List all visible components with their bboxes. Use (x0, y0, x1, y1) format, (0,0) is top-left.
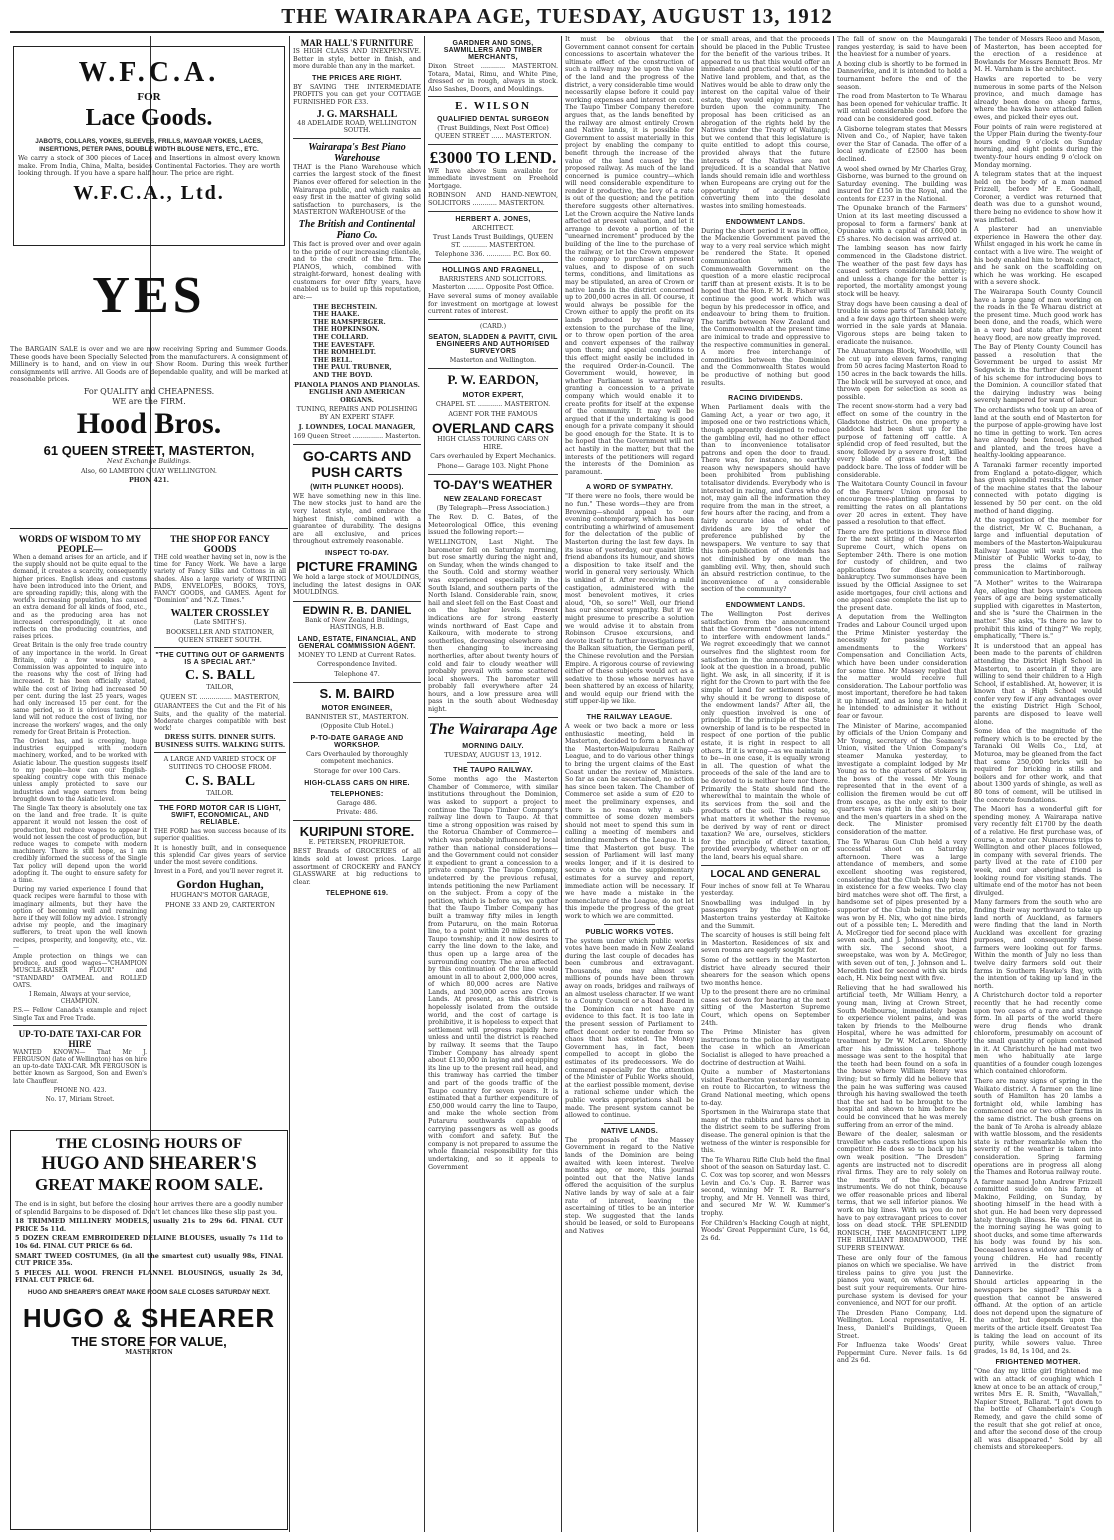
rule (604, 709, 656, 710)
yes-quality: For QUALITY and CHEAPNESS. (83, 386, 215, 396)
local-item: Snowballing was indulged in by passengers by the Wellington-Masterton trains yesterday at Kaitoke and the Summit. (701, 898, 830, 930)
wairarapa-age-title: The Wairarapa Age (428, 720, 558, 738)
piano-make: AND THE BOYD. (313, 371, 373, 379)
gocarts-sub: (WITH PLUNKET HOODS). (310, 483, 404, 491)
news-item: The Minister of Marine, accompanied by officials of the Union Company and Mr Young, secretary of the Seamen's Union, visited the Union Company's steamer Manuka yesterday, to investigate a complaint lodged by Mr Young as to the quarters of stokers in the bows of the vessel. Mr Young represented that in the event of a collision the firemen would be cut off from escape, as the only exit to their quarters was right in the ship's bow, and the men's quarters in a shed on the deck. The Minister promised consideration of the matter. (837, 721, 967, 836)
news-item: At the suggestion of the member for the district, Mr W. C. Buchanan, a large and influential deputation of members of the Masterton-Waipukurau Railway League will wait upon the Minister of Public Works to-day, to press the claims of railway communication to Martinborough. (974, 516, 1102, 578)
baird-private: Private: 486. (336, 808, 378, 817)
hugo-place: MASTERTON (125, 1347, 173, 1356)
wfca-ltd: W.F.C.A., Ltd. (73, 181, 225, 204)
news-item: The lambing season has now fairly commenced in the Gladstone district. The weather of the past few days has caused settlers considerable anxiety; and unless a change for the better is reported, the mortality amongst young stock will be heavy. (837, 244, 967, 298)
piano-make: THE HOPKINSON. (313, 325, 380, 334)
masthead-rule (10, 31, 1104, 33)
pw-address: CHAPEL ST. ............ MASTERTON. (435, 400, 551, 409)
news-item: Should articles appearing in the newspapers be signed? This is a question that cannot be answered offhand. At the option of an article does not depend upon the signature of the author, but depends upon the merits of the article itself. Greatest Tea is taking the lead on account of its purity, while sowers value. Three grades, 1s 8d, 1s 10d, and 2s. (974, 1278, 1102, 1355)
local-item: Up to the present there are no criminal cases set down for hearing at the next sitting of the Masterton Supreme Court, which opens on September 24th. (701, 988, 830, 1027)
ford-body-2: It is honestly built, and in consequence this splendid Car gives years of service under the most severe conditions. (154, 844, 286, 866)
words-p1: When a demand arises for an article, and if the supply should not be quite equal to the demand, it creates a scarcity, consequently higher prices. English ideas and customs have been introduced into the Orient, and are spreading rapidly; this, along with the world's increasing population, has caused an extra demand for all kinds of food, etc., and as the producing area has not increased correspondingly, it at once reflects on the producing countries, and raises prices. (13, 554, 147, 641)
closing-item: 5 PIECES ALL WOOL FRENCH FLANNEL BLOUSINGS, usually 2s 3d, FINAL CUT PRICE 6d. (15, 1268, 283, 1285)
piano-make: THE BECHSTEIN. (313, 302, 378, 311)
weather-telegraph: (By Telegraph—Press Association.) (436, 503, 550, 512)
ford-tag: THE FORD MOTOR CAR IS LIGHT, SWIFT, ECONOMICAL, AND RELIABLE. (159, 805, 281, 827)
news-item: The Ahuaturanga Block, Woodville, will be cut up into eleven farms, ranging from 50 acres facing Masterton Road to 150 acres in the back towards the hills. The block will be surveyed at once, and thrown open for selection as soon as possible. (837, 347, 967, 401)
hood-ad (10, 346, 288, 526)
ford-garage: HUGHAN'S MOTOR GARAGE, (170, 891, 270, 900)
age-date: TUESDAY, AUGUST 13, 1912. (444, 750, 542, 759)
sympathy-body: "If there were no fools, there would be no fun." These words—they are from Browning—should appeal to our evening contemporary, which has been contributing a whirlwind of amusement for the delectation of the public of Masterton during the last few days. In its issue of yesterday, our quaint little friend abandons its humour, and shows a disposition to take itself and the world in general very seriously. Which is unkind of it. After receiving a mild castigation, administered with the most benevolent motives, it cries aloud, "Oh, so sore!" Well, our friend has our sincerest sympathy. But if we might presume to prescribe a solution we would advise it to abstain from Robinson Crusoe excursions, and devote itself to further investigations of the Balkan situation, the German peril, the Chinese revolution and the Persian Empire. A rigorous course of reviewing either of these subjects would act as a sedative to those whose nerves have been shattered by an excess of hilarity, and would equip our friend with the stiff upper-lip we like. (565, 492, 694, 706)
column-5 (562, 36, 697, 1532)
rule (293, 444, 421, 445)
native-body: The proposals of the Massey Government in regard to the Native lands of the Dominion are being awaited with keen interest. Twelve months ago, or more, this journal pointed out that the Native lands offered the acquisition of the surplus Native lands by way of sale at a fair rate of interest, leaving the ascertaining of titles to be an interior step. We suggested that the lands should be leased, or sold to Europeans and Natives (565, 1135, 694, 1235)
picture-framing-body: We hold a large stock of MOULDINGS, including the latest designs in OAK MOULDINGS. (293, 572, 421, 597)
hood-phone: PHON 421. (128, 476, 170, 485)
column-4 (425, 36, 561, 1532)
wfca-for: FOR (137, 91, 161, 103)
endowment2-body: The Wellington Post derives satisfaction from the announcement that the Government "does not intend to interfere with endowment lands." We regret exceedingly that we cannot ourselves find the slightest room for satisfaction in the announcement. We look at the question in a broad, public light. We ask, in all sincerity, if it is right for the Crown to part with the fee simple of land for settlement estate, why should it be wrong to dispose of the endowment lands? After all, the only question involved is one of principle. If the principle of the State ownership of land is to be respected in respect of one portion of the public estate, it is right in respect to all others. If it is wrong—as we maintain it to be—in one case, it is equally wrong in all. The question of what the proceeds of the sale of the land are to be devoted to is neither here nor there. Primarily the State should find the wherewithal to maintain the whole of its services from the soil and the products of the soil. This being so, what matters it whether the revenue be derived by way of rent or direct taxation? We are, ourselves, sticklers for the principle of direct taxation, provided everybody, whether on or off the land, bears his equal share. (701, 609, 830, 861)
local-item: For Children's Hacking Cough at night, Woods' Great Peppermint Cure, 1s 6d, 2s 6d. (701, 1218, 830, 1242)
hollings-name: HOLLINGS AND FRAGNELL, (442, 266, 544, 274)
piano-make: THE EAVESTAFF. (313, 340, 375, 349)
weather-body: WELLINGTON, Last Night. The barometer fell on Saturday morning, but rose smartly during the night and, on Sunday, when the winds changed to the South. Cold and stormy weather was experienced especially in the South Island, and southern parts of the North Island. Considerable rain, snow, hail and sleet fell on the East Coast and on the higher levels. Present indications are for strong easterly winds northward of East Cape and Kaikoura, with moderate to strong southerlies, decreasing elsewhere and then changing to increasing northerlies, after about twenty hours of cold and fair to cloudy weather will probably prevail with some scattered local showers. The barometer will probably fall everywhere after 24 hours, and a low pressure area will pass in the south about Wednesday night. (428, 538, 558, 714)
rule (740, 214, 792, 215)
piano-manager: J. LOWNDES, LOCAL MANAGER, (298, 422, 416, 431)
news-item: The recent snow-storm had a very bad effect on some of the country in the Gladstone district. On one property a paddock had been shut up for the purpose of fattening off cattle. A splendid crop of feed resulted, but the snow, followed by a severe frost, killed every blade of grass and left the paddock bare. The loss of fodder will be considerable. (837, 402, 967, 479)
lend-title: £3000 TO LEND. (429, 147, 557, 167)
column-6 (698, 36, 833, 1532)
piano-make: THE BELL. (313, 355, 353, 364)
closing-line-2: HUGO AND SHEARER'S (41, 1153, 257, 1174)
yes-title: YES (92, 268, 206, 324)
rule (428, 144, 558, 145)
ball-body: GUARANTEES the Cut and the Fit of his Suits, and the quality of the material. Moderate charges compatible with best work! (154, 703, 286, 732)
racing-title: RACING DIVIDENDS. (728, 395, 803, 403)
racing-body: When Parliament deals with the Gaming Act, a year or two ago, it imposed one or two restrictions which, though apparently designed to reduce the gambling evil, had no other effect than to inconvenience totalisator patrons and open the door to fraud. There was, for instance, no earthly reason why newspapers should have been prohibited from publishing totalisator dividends. Everybody who is interested in racing, and Cares who do not, may gain all the information they require from the man in the street, a few hours after the racing, and from a fairly accurate idea of what the dividends are by the order of preference published by the newspapers. We venture to say that this non-publication of dividends has not diminished by one man the gambling evil. Why, then, should such an absurd restriction continue, to the inconvenience of a considerable section of the community? (701, 403, 830, 594)
wilson-name: E. WILSON (455, 100, 531, 113)
news-item: The Te Wharau Gun Club held a very successful shoot on Saturday afternoon. There was a large attendance of members, and some excellent shooting was registered, considering that the Club has only been in existence for a few weeks. Two clay bird matches were shot off. The first, a handsome set of pipes presented by a supporter of the Club being the prize, was won by H. Nix, who got nine birds out of a possible ten; L. Meredith and A. McGregor tied for second place with seven each, and J. Johnson was third with six. The second shoot, a sweepstake, was won by A. McGregor, with seven out of ten, J. Johnson and L. Meredith tied for second with six birds each, H. Nix being next with five. (837, 837, 967, 983)
rule (740, 390, 792, 391)
kuripuni-phone: TELEPHONE 619. (325, 890, 389, 898)
jones-phone: Telephone 336. ............ P.C. Box 60. (434, 250, 552, 259)
british-continental-title: The British and Continental Piano Co. (298, 218, 416, 241)
hugo-shearer-name: HUGO & SHEARER (22, 1302, 276, 1333)
taupo-body: Some months ago the Masterton Chamber of Commerce, with similar institutions throughout the Dominion, was asked to support a project to continue the Taupo Timber Company's railway line down to Taupo. At that time a strong opposition was raised by the Rotorua Chamber of Commerce—which was probably influenced by local rather than national considerations—and the Government could not consider it expedient to grant a concession to a private company. The Taupo Company, undeterred by the previous refusal, intends petitioning the new Parliament on the subject. From a copy of the petition, which is before us, we gather that the Taupo Timber Company has built a tramway fifty miles in length from Putaruru, on the main Rotorua line, to a point within 20 miles north of Taupo township; and it now desires to carry the line down to the lake, and thus open up a large area of the surrounding country. The area affected by this continuation of the line would amount in all to about 2,000,000 acres, of which 80,000 acres are Native Lands, and 300,000 acres are Crown Lands. At present, as this district is hopelessly isolated from the outside world, and the cost of cartage is prohibitive, it is hopeless to expect that settlement will progress rapidly here unless and until the district is reached by railway. It seems that the Taupo Timber Company has already spent about £130,000 in laying and equipping its line up to the present rail head, and this tramway has carried the timber and part of the goods traffic of the Taupo country for seven years. It is estimated that a further expenditure of £50,000 would carry the line to Taupo, and make the whole section from Putaruru southwards capable of carrying passengers as well as goods with comfort and safety. But the company is not prepared to assume the whole financial responsibility for this undertaking, and so it appeals to Government (428, 775, 558, 1171)
marshall-price: THE PRICES ARE RIGHT. (312, 74, 402, 82)
crossley-trade: BOOKSELLER AND STATIONER, QUEEN STREET SOUTH. (165, 628, 275, 644)
rule (604, 924, 656, 925)
news-item: Four points of rain were registered at the Upper Plain during the twenty-four hours ending 9 o'clock on Sunday morning, and eight points during the twenty-four hours ending 9 o'clock on Monday morning. (974, 122, 1102, 169)
local-item: The scarcity of houses is still being felt in Masterton. Residences of six and seven rooms are eagerly sought for. (701, 931, 830, 955)
news-item: These are only four of the famous pianos on which we specialise. We have tireless pains to give you just the pianos you want, on whatever terms best suit your requirements. Our hire-purchase system is devised for your convenience, and NOT for our profit. (837, 1253, 967, 1308)
baird-opp: (Opposite Club Hotel.) (320, 722, 394, 731)
jones-address: Trust Lands Trust Buildings, QUEEN ST. ............ MASTERTON. (432, 233, 554, 249)
closing-line-1: THE CLOSING HOURS OF (55, 1136, 243, 1152)
news-item: A telegram states that at the inquest held on the body of a man named Frizzell, before Mr E. Goodhall, Coroner, a verdict was returned that death was due to a gunshot wound, there being no evidence to show how it was inflicted. (974, 170, 1102, 224)
marshall-body: IS HIGH CLASS AND INEXPENSIVE. Better in style, better in finish, and more durable than any in the market. (293, 47, 421, 71)
taxi-title: UP-TO-DATE TAXI-CAR FOR HIRE (18, 1028, 142, 1049)
hollings-body: Have several sums of money available for investment on mortgage at lowest current rates of interest. (428, 292, 558, 316)
piano-make: THE PAUL TRUBNER, (313, 363, 392, 372)
ball-tag: "THE CUTTING OUT OF GARMENTS IS A SPECIAL ART." (155, 652, 285, 667)
words-p4: The Single Tax theory is absolutely one tax on the land and free trade. It is quite apparent it would not lessen the cost of production, but reduce wages to appear it would not lessen the cost of production, but reduce wages to compete with modern machinery. There is still hope, as I am credibly informed the success of the Single Tax policy will depend upon the world adopting it. The ought to ensure safety for a time. (13, 804, 147, 884)
pw-trade: MOTOR EXPERT, (462, 392, 524, 400)
baird-overhaul: Cars Overhauled by thoroughly competent mechanics. (306, 749, 408, 766)
wilson-address: (Trust Buildings, Next Post Office) QUEEN STREET ...... MASTERTON. (434, 124, 552, 140)
rule (293, 682, 421, 683)
weather-intro: The Rev. D. C. Bates, of the Meteorological Office, this evening issued the following report:— (428, 513, 558, 537)
ford-phone: PHONE 33 AND 29, CARTERTON (164, 900, 276, 909)
ball2-tailor: TAILOR. (206, 788, 234, 797)
closing-item: 18 TRIMMED MILLINERY MODELS, usually 21s to 29s 6d. FINAL CUT PRICE 5s 11d. (15, 1217, 283, 1233)
gocarts-title: GO-CARTS AND PUSH CARTS (302, 447, 412, 480)
rule (293, 138, 421, 139)
news-item: The fall of snow on the Maungaraki ranges yesterday, is said to have been the heaviest for a number of years. (837, 36, 967, 59)
baird-garage: Garage 486. (337, 798, 377, 807)
hugo-shearer-ad (10, 1130, 288, 1530)
baird-trade: MOTOR ENGINEER, (321, 704, 393, 712)
local-item: The Prime Minister has given instructions to the police to investigate the case in which an American Socialist is alleged to have preached a doctrine of destruction at Waihi. (701, 1028, 830, 1067)
taxi-phone: PHONE NO. 423. (53, 1086, 107, 1094)
sympathy-title: A WORD OF SYMPATHY. (585, 484, 674, 492)
rule (428, 96, 558, 97)
rule (428, 717, 558, 718)
piano-also: PIANOLA PIANOS AND PIANOLAS. ENGLISH AND AMERICAN ORGANS. (294, 380, 420, 404)
ball-address: QUEEN ST. ................ MASTERTON, (160, 692, 280, 701)
column-1-lower (10, 534, 150, 1124)
marshall-name: J. G. MARSHALL (316, 108, 398, 120)
crossley-name: WALTER CROSSLEY (170, 608, 270, 620)
news-item: A plasterer had an unenviable experience in Hawera the other day. Whilst engaged in his work he came in contact with a live wire. The weight of his body enabled him to break contact, and he sank on the scaffolding on which he was working. He escaped with a severe shock. (974, 225, 1102, 287)
ford-body-3: Invest in a Ford, and you'll never regret it. (154, 868, 284, 876)
gocarts-body: WE have something new in this line. The new stocks just to hand are the very latest style, and embrace the highest finish, combined with a guarantee of durability. The designs are all exclusive, and prices throughout extremely reasonable. (293, 491, 421, 546)
words-ps: P.S.— Fellow Canada's example and reject Single Tax and Free Trade. (13, 1007, 147, 1022)
news-item: A Taranaki farmer recently imported from England a potato-digger, which has given splendid results. The owner of the machine states that the labour connected with potato digging is lessened by 50 per cent. on the old method of hand digging. (974, 461, 1102, 515)
marshall-address: 48 ADELAIDE ROAD, WELLINGTON SOUTH. (297, 118, 417, 135)
words-p5: During my varied experience I found that quack recipes were harmful to those with imaginary ailments, but they have the option of becoming well and remaining here if they will follow my advice. I strongly advise my people, and the imaginary sufferers, to treat upon the well known recipes, prosperity, and longevity, etc., viz.— (13, 886, 147, 951)
column-8 (971, 36, 1105, 1532)
news-item: Some idea of the magnitude of the refinery which is to be erected by the Taranaki Oil Wells Co., Ltd, at Moturoa, may be gleaned from the fact that some 250,000 bricks will be required for bricking in stills and boilers and for other work, and that about 1300 yards of shingle, as well as 80 tons of cement, will be utilised in the concrete foundations. (974, 727, 1102, 804)
gardner-title: GARDNER AND SONS, SAWMILLERS AND TIMBER MERCHANTS, (443, 40, 543, 61)
news-item: "One day my little girl frightened me with an attack of coughing which I knew at once to be an attack of croup," writes Mrs E. R. Smith, "Wavallah," Napier Street, Ballarat. "I got down to the bottle of Chamberlain's Cough Remedy, and gave the child some of the result that she got relief at once, and after the second dose of the croup all was disappeared." Sold by all chemists and storekeepers. (974, 1367, 1102, 1452)
news-item: The road from Masterton to Te Wharau has been opened for vehicular traffic. It will entail considerable cost before the road can be considered good. (837, 92, 967, 123)
closing-body: The end is in sight, but before the closing hour arrives there are a goodly number of splendid Bargains to be disposed of. Don't let chances like these slip past you. (15, 1200, 283, 1216)
ball2-name: C. S. BALL (184, 773, 256, 789)
daniel-money: MONEY TO LEND at Current Rates. (298, 650, 416, 659)
lend-firm: ROBINSON AND HAND-NEWTON, SOLICITORS ............ MASTERTON. (428, 191, 558, 207)
picture-framing-title: PICTURE FRAMING (296, 558, 418, 574)
words-sign: I Remain, Always at your service, CHAMPION. (29, 990, 131, 1006)
news-item: A Christchurch doctor told a reporter recently that he had recently come upon two cases of a rare and strange form. In all parts of the world there were drug fiends who drank chloroform, presumably on account of the small quantity of opium contained in it. At Christchurch he had met two men who habitually ate large quantities of a founder cough lozenges which contained chloroform. (974, 991, 1102, 1076)
jones-name: HERBERT A. JONES, (455, 215, 531, 223)
hood-sub: Next Exchange Buildings. (107, 457, 191, 466)
news-item: For Influenza take Woods' Great Peppermint Cure. Never fails. 1s 6d and 2s 6d. (837, 1341, 967, 1365)
local-item: Four inches of snow fell at Te Wharau yesterday. (701, 881, 830, 898)
rule (154, 647, 286, 648)
seaton-address: Masterton and Wellington. (449, 356, 537, 365)
endowment-body: During the short period it was in office, the Mackenzie Government paved the way to a very real service which might be rendered the State. It opened communication with the Commonwealth Government on the question of a more elastic reciprocal tariff than at present exists. It is to be hoped that the Hon. F. M. B. Fisher will continue the good work which was begun by his predecessor in office, and endeavour to bring them to fruition. The tariffs between New Zealand and the Commonwealth at the present time are inimical to trade and oppressive to the respective communities in general. A more free interchange of commodities between the Dominion and the Commonwealth States would be productive of nothing but good results. (701, 226, 830, 387)
jones-trade: ARCHITECT. (472, 223, 514, 232)
wfca-list: JABOTS, COLLARS, YOKES, SLEEVES, FRILLS, MAYGAR YOKES, LACES, INSERTIONS, PETER PANS, DOUBLE WIDTH BLOUSE NETS, ETC., ETC. (35, 138, 263, 153)
rule (604, 479, 656, 480)
fancy-goods-title: THE SHOP FOR FANCY GOODS (170, 534, 270, 554)
ford-name: Gordon Hughan, (176, 877, 264, 892)
wfca-title: W.F.C.A. (78, 57, 220, 88)
rule (428, 474, 558, 475)
closing-item: SMART TWEED COSTUMES, (in all the smartest cut) usually 98s, FINAL CUT PRICE 35s. (15, 1251, 283, 1268)
kuripuni-title: KURIPUNI STORE. (299, 823, 415, 839)
gocarts-inspect: INSPECT TO-DAY. (324, 549, 389, 557)
baird-hire: HIGH-CLASS CARS ON HIRE. (304, 779, 410, 787)
pw-phone: Phone— Garage 103. Night Phone (437, 462, 549, 471)
rule (13, 1025, 147, 1026)
news-item: It is understood that an appeal has been made to the parents of children attending the District High School in Masterton, to ascertain if they are willing to send their children to a High School, if established. At, however, it is known that a High School would confer very few if any advantages over the existing District High School, parents are disposed to leave well alone. (974, 641, 1102, 726)
taupo-title: THE TAUPO RAILWAY. (453, 767, 533, 775)
news-item: Many farmers from the south who are finding their way northward to take up land north of Auckland, as farmers were finding that the land in North Auckland was excellent for grazing purposes, and consequently these farmers were looking out for farms. Within the month of July no less than twelve dairy farmers sold out their farms in Southern Hawke's Bay, with the intention of taking up land in the north. (974, 898, 1102, 990)
rule (154, 752, 286, 753)
closing-note: HUGO AND SHEARER'S GREAT MAKE ROOM SALE CLOSES SATURDAY NEXT. (27, 1288, 271, 1296)
local-item: Some of the settlers in the Masterton district have already secured their shearers for the season which opens two months hence. (701, 955, 830, 987)
local-item: Quite a number of Mastertonians visited Featherston yesterday morning en route to Riccarton, to witness the Grand National meeting, which opens to-day. (701, 1068, 830, 1107)
works-body: The system under which public works votes have been made in New Zealand during the last couple of decades has been cumbrous and extravagant. Thousands, one may almost say millions of pounds have been thrown away on roads, bridges and railways of an almost useless character. If we want to a County Council or a Road Board in the Dominion can not have any evidence to this fact. It is too late in the present session of Parliament to effect decent order to render from so chaos that has existed. The Money Government has, in fact, been compelled to accept in globo the estimates of its predecessors. We do commend especially for the attention of the Minister of Public Works should, at the earliest possible moment, devise a rational scheme under which the public works appropriations shall be made. The present system cannot be allowed to continue. (565, 936, 694, 1120)
piano-title: Wairarapa's Best Piano Warehouse (308, 141, 406, 164)
column-3 (290, 36, 424, 1532)
frightened-mother-title: FRIGHTENED MOTHER. (995, 1359, 1081, 1367)
baird-telephones: TELEPHONES: (330, 790, 384, 798)
rule (604, 1123, 656, 1124)
rule (428, 262, 558, 263)
marshall-title: MAR HALL'S FURNITURE (300, 38, 414, 48)
taxi-address: No. 17, Miriam Street. (45, 1096, 115, 1104)
closing-line-3: GREAT MAKE ROOM SALE. (35, 1175, 263, 1194)
pw-overhaul: Cars overhauled by Expert Mechanics. (430, 452, 556, 461)
hugo-tagline: THE STORE FOR VALUE, (71, 1333, 227, 1349)
daniel-phone: Telephone 47. (334, 670, 380, 679)
piano-make: THE HAAKE. (313, 310, 360, 319)
seaton-name: SEATON, SLADDEN & PAVITT, CIVIL ENGINEERS AND AUTHORISED SURVEYORS (428, 334, 558, 356)
rule (428, 211, 558, 212)
piano-make: THE COLLARD. (313, 333, 369, 342)
league-body: A week or two back a more or less enthusiastic meeting, held in Masterton, decided to form a branch of the Masterton-Waipukurau Railway League, and to do various other things to bring the urgent claims of the East Coast under the review of Ministers. So far as can be ascertained, no action has since been taken. The Chamber of Commerce set aside a sum of £20 to meet the preliminary expenses, and there is no reason why a sub-committee of some dozen members should not meet to spend this sum in calling a meeting of members and intending members of the League. It is time that Masterton got busy. The session of Parliament will last many weeks longer, and if it is desired to secure a vote on the supplementary estimates for a survey and report, immediate action will be necessary. If we have made a mistake in the nomenclature of the League, do not let this impede the progress of the great work to which we are committed. (565, 722, 694, 920)
daniel-name: EDWIN R. B. DANIEL (302, 604, 412, 617)
wfca-lace-goods: Lace Goods. (85, 105, 213, 131)
gardner-body: Dixon Street ............ MASTERTON. Totara, Matai, Rimu, and White Pine, dressed or in rough, always in stock. Also Sashes, Doors, and Mouldings. (428, 62, 558, 93)
news-item: There are five petitions in divorce filed for the next sitting of the Masterton Supreme Court, which opens on September 24th. There is one motion for custody of children, and two applications for discharge in bankruptcy. Two summonses have been issued by the Official Assignee to set aside mortgages, four civil actions and one appeal case complete the list up to the present date. (837, 527, 967, 612)
overland-cars: OVERLAND CARS (431, 420, 555, 437)
weather-title: TO-DAY'S WEATHER (433, 477, 553, 492)
league-title: THE RAILWAY LEAGUE. (586, 714, 673, 722)
piano-make: THE ROMHELDT. (313, 348, 376, 357)
fancy-goods-body: THE cold weather having set in, now is the time for Fancy Work. We have a large variety of Fancy Silks and Cottons in all shades. Also a large variety of WRITING PADS, ENVELOPES, BOOKS, TOYS, FANCY GOODS, and GAMES. Agent for "Dominion" and "N.Z. Times." (154, 554, 286, 605)
pw-hire: HIGH CLASS TOURING CARS ON HIRE. (437, 435, 549, 451)
rule (428, 368, 558, 369)
endowment2-title: ENDOWMENT LANDS. (725, 601, 806, 609)
news-item: The tender of Messrs Reoo and Mason, of Masterton, has been accepted for the erection of a residence at Bowlands for Messrs Bennett Bros. Mr M. H. Varnham is the architect. (974, 36, 1102, 74)
news-item: A boxing club is shortly to be formed in Dannevirke, and it is intended to hold a tournament before the end of the season. (837, 59, 967, 91)
words-p3: The Orient has, and is creeping, huge industries equipped with modern machinery, worked, and to be worked with Asiatic labour. The question suggests itself to my people—how can our English-speaking country cope with this menace unless amply protected to save our industries and wage earners from being brought down to the Asiatic level. (13, 738, 147, 803)
lend-body: WE have above Sum available for immediate investment on Freehold Mortgage. (428, 166, 558, 190)
hood-address: 61 QUEEN STREET, MASTERTON, (43, 443, 255, 459)
daniel-corr: Correspondence Invited. (316, 660, 398, 669)
rule (701, 865, 830, 866)
local-general-title: LOCAL AND GENERAL (710, 868, 821, 880)
news-item: There are many signs of spring in the Waikato district. A farmer on the line south of Hamilton has 20 lambs a fortnight old, while lambing has commenced one or two other farms in the same district. The bush greens on the bank of Te Aroha is already ablaze with wattle blossom, and the residents state is rather remarkable when the severity of the weather is taken into consideration. Spring farming operations are in progress all along the Thames and Rotorua railway route. (974, 1076, 1102, 1177)
section-rule (10, 528, 288, 529)
words-p2: Great Britain is the only free trade country of any importance in the world. In Great Britain, only a few weeks ago, a Commission was appointed to inquire into the reasons why the cost of living had increased. It has been officially stated, while the cost of living had increased 50 per cent. during the last 25 years, wages had only increased 15 per cent. for the same period, so it is obvious taxing the land will not reduce the cost of living, nor increase the workers' wages, and the only remedy for Great Britain is Protection. (13, 642, 147, 736)
baird-services: P-TO-DATE GARAGE AND WORKSHOP. (310, 734, 404, 749)
news-item: Beware of the dealer, salesman or traveller who casts reflections upon his competitor. He does so to back up his own weak position. "The Dresden" agents are instructed not to discredit rival firms. They are to rely solely on the merits of the Company's instruments. We do not think, because we offer reasonable prices and liberal terms, that we sell inferior pianos. We work on big lines. With us you do not have to pay extravagant prices to cover loss on dead stock. THE SPLENDID RONISCH, THE MAGNIFICENT LIPP, THE BRILLIANT BROADWOOD, THE SUPERB STEINWAY. (837, 1130, 967, 1253)
seaton-card: (CARD.) (479, 321, 507, 330)
rule (293, 601, 421, 602)
native-title: NATIVE LANDS. (600, 1127, 659, 1135)
local-item: Sportsmen in the Wairarapa state that many of the rabbits and hares shot in the district seem to be suffering from disease. The general opinion is that the wetness of the winter is responsible for this. (701, 1108, 830, 1155)
yes-body: The BARGAIN SALE is over and we are now receiving Spring and Summer Goods. These goods have been Specially Selected from the manufacturers. A consignment of Millinery is to hand, and on view in our Show Room. During this week further consignments will arrive. All Goods are of dependable quality, and will be marked at reasonable prices. (10, 346, 288, 384)
baird-address: BANNISTER ST., MASTERTON. (305, 712, 409, 721)
yes-firm: WE are the FIRM. (112, 396, 186, 406)
ball-name: C. S. BALL (184, 668, 256, 684)
news-item: Stray dogs have been causing a deal of trouble in some parts of Taranaki lately, and a few days ago thirteen sheep were worried in the sale yards at Manaia. Vigorous steps are being taken to eradicate the nuisance. (837, 299, 967, 346)
news-item: The Opunake branch of the Farmers' Union at its last meeting discussed a proposal to form a farmers' bank at Opunake with a capital of £60,000 in £5 shares. No decision was arrived at. (837, 204, 967, 243)
works-title: PUBLIC WORKS VOTES. (585, 928, 674, 936)
crossley-late: (Late SMITH'S). (193, 618, 247, 627)
kuripuni-proprietor: E. PETERSEN, PROPRIETOR. (308, 837, 406, 846)
masthead: THE WAIRARAPA AGE, TUESDAY, AUGUST 13, 1912 (281, 4, 833, 28)
piano-address: 169 Queen Street ............... Masterton. (293, 432, 421, 441)
british-body: This fact is proved over and over again to the pride of our increasing clientele, and to the credit of the firm. The PIANOS, which, combined with straight-forward, honest dealing with customers for over fifty years, have enabled us to build up this reputation, are:— (293, 239, 421, 302)
ford-body-1: THE FORD has won success because of its superior qualities. (154, 828, 286, 843)
news-item: A deputation from the Wellington Trades and Labour Council urged upon the Prime Minister yesterday the necessity for passing various amendments to the Workers' Compensation and Conciliation Acts, which have been under consideration for some time. Mr Massey replied that the matter would receive full consideration. The Labour portfolio was most important, therefore he had taken it up himself, and as long as he held it he intended to administer it without fear or favour. (837, 613, 967, 721)
hood-also: Also, 60 LAMBTON QUAY WELLINGTON. (81, 466, 217, 475)
news-item: The Wairarapa South County Council have a large gang of men working on the roads in the Te Wharau district at the present time. Much good work has been done, and the roads, which were in a very bad state after the recent heavy flood, are now greatly improved. (974, 288, 1102, 342)
column-2-lower (151, 534, 289, 1124)
taupo-cont: It must be obvious that the Government cannot consent for certain concessions to ascertain whatever the ultimate effect of the construction of such a railway may be upon the value of the land and the progress of the district, a very considerable time would necessarily elapse before it could pay working expenses and interest on cost. The Taupo Timber Company therefore argues that, as the lands benefited by the railway are almost entirely Crown and Native lands, it is possible for Government to assist materially in this project by enabling the company to benefit through the increase of the value of the land caused by the proposed railway. As much of the land concerned is pumice country—which will need considerable expenditure to render it productive, the levy of a rate is out of the question; and the petition therefore suggests other alternatives. Let the Crown acquire the Native lands affected at present valuation, and let it arrange to devote a portion of the "unearned increment" produced by the building of the line to the purchase of the railway, or let the Crown empower the company to purchase at present values, and to dispose of on such terms, conditions, and limitations as may be stipulated, an area of Crown or native lands in the district concerned up to 200,000 acres in all. Of course, it would always be possible for the Crown either to apply the profit on its lands produced by the railway extension to the purchase of the line, or to throw open portion of the area and convert expenses of the railway upon them; and special conditions to this effect might easily be included in the required Order-in-Council. The Government would, however, in whether Parliament is warranted in granting a concession to a private company which would enable it to create profits for itself at the expense of the community. It may well be argued that if the undertaking is good enough for a private company it should be good enough for the State. It is to be hoped that the Government will not act hastily in the matter, but that the interests of the petitioners will regard the interests of the Dominion as paramount. (565, 36, 694, 476)
news-item: Hawks are reported to be very numerous in some parts of the Nelson province, and much damage has already been done on sheep farms, where the hawks have attacked fallen ewes, and picked their eyes out. (974, 74, 1102, 121)
piano-list (293, 304, 421, 380)
hood-bros: Hood Bros. (76, 407, 222, 441)
news-item: Relieving that he had swallowed his artificial teeth, Mr William Henry, a young man, living at Crown Street, South Melbourne, immediately began to experience violent pains, and was taken by friends to the Melbourne Hospital, where he was admitted for treatment by Dr W. McLaren. Shortly after his admission a telephone message was sent to the hospital that the teeth had been found on a sofa in the house where William Henry was living; but so firmly did he believe that the pain he was suffering was caused through his having swallowed the teeth that the set had to be brought to the hospital and shown to him before he could be convinced that he was merely suffering from an error of the mind. (837, 983, 967, 1129)
piano-body: THAT is the Piano Warehouse which carries the largest stock of the finest Pianos ever offered for selection in the Wairarapa public, and which ranks an easy first in the matter of giving solid satisfaction to purchasers, is the MASTERTON WAREHOUSE of the (293, 162, 421, 217)
age-sub: MORNING DAILY. (462, 742, 524, 750)
news-item: The Waitotara County Council in favour of the Farmers' Union proposal to encourage tree-planting on farms by remitting the rates on all plantations over 20 acres in extent. They have passed a resolution to that effect. (837, 480, 967, 527)
rule (154, 800, 286, 801)
hollings-trade: BARRISTERS AND SOLICITORS. Masterton ........ Opposite Post Office. (432, 274, 554, 291)
column-7 (834, 36, 970, 1532)
wfca-body: We carry a stock of 300 pieces of Laces and Insertions in almost every known make. From India, China, Malta, besides Continental Factories. They are worth looking through. If you have a spare half hour. The price are right. (18, 154, 280, 178)
piano-make: THE RAMSPERGER. (313, 317, 386, 326)
news-item: The Bay of Plenty County Council has passed a resolution that the Government be urged to assist Mr Sedgwick in the further development of his scheme for introducing boys to the Dominion. A councillor stated that the dairying industry was being severely hampered for want of labour. (974, 343, 1102, 405)
closing-item: 5 DOZEN CREAM EMBROIDERED DELAINE BLOUSES, usually 7s 11d to 10s 6d. FINAL CUT PRICE 6s 6d. (15, 1234, 283, 1250)
pw-name: P. W. EARDON, (447, 372, 539, 388)
daniel-bank: Bank of New Zealand Buildings, HASTINGS, H.B. (304, 615, 410, 632)
rule (740, 597, 792, 598)
news-item: The Maori has a wonderful gift for spending money. A Wairarapa native very recently felt £1700 by the death of a relative. He first purchase was, of course, a motor car. Numerous trips to Wellington and other places followed, in company with several friends. The party lived at the rate of £100 per week, and our aboriginal friend is looking round for visiting stands. The ultimate end of the motor has not been divulged. (974, 805, 1102, 897)
ball2-tag: A LARGE AND VARIED STOCK OF SUITINGS TO CHOOSE FROM. (163, 755, 277, 771)
wfca-ad (13, 46, 285, 246)
weather-sub: NEW ZEALAND FORECAST (443, 495, 543, 503)
news-item: A farmer named John Andrew Frizzell committed suicide on his farm at Makino, Feilding, on Sunday, by shooting himself in the head with a shot gun. He had been very depressed lately through illness. He went out in the morning saying he was going to shoot ducks, and some time afterwards his body was found by his son. Deceased leaves a widow and family of young children. He had recently arrived in the district from Dannevirke. (974, 1177, 1102, 1277)
baird-name: S. M. BAIRD (319, 685, 395, 701)
marshall-save: BY SAVING THE INTERMEDIATE PROFITS you can get your COTTAGE FURNISHED FOR £33. (293, 82, 421, 106)
pw-agent: AGENT FOR THE FAMOUS (448, 409, 538, 418)
native-cont: or small areas, and that the proceeds should be placed in the Public Trustee for the benefit of the various tribes. It appeared to us that this would offer an immediate and practical solution of the Native land problem, and that, as the Natives would be able to draw only the interest on the capital value of their estate, they would enjoy a permanent burden upon the community. The proposal has been criticised as an abrogation of the rights held by the Natives under the Treaty of Waitangi; but we contend that this legislature is quite entitled to adopt this course, provided always that the future interests of the Natives are not prejudiced. It is a scandal that Native lands should remain idle and worthless when Europeans are crying out for the opportunity of acquiring and converting them into the desolate wastes into smiling homesteads. (701, 36, 830, 211)
local-item: The Te Wharau Rifle Club held the final shoot of the season on Saturday last. C. C. Cox was top scorer, and won Messrs Levin and Co.'s Cup. R. Barrer was second, winning Mr T. R. Barrer's trophy, and Mr H. Vennell was third, and secured Mr W. W. Kummer's trophy. (701, 1155, 830, 1217)
ball-suits: DRESS SUITS. DINNER SUITS. BUSINESS SUITS. WALKING SUITS. (154, 733, 286, 749)
endowment-title: ENDOWMENT LANDS. (725, 218, 806, 226)
daniel-services: LAND, ESTATE, FINANCIAL, AND GENERAL COMMISSION AGENT. (297, 635, 417, 650)
news-item: A Gisborne telegram states that Messrs Niven and Co., of Napier, have taken over the Star of Canada. The offer of a local syndicate of £2500 has been declined. (837, 124, 967, 163)
baird-storage: Storage for over 100 Cars. (313, 767, 401, 776)
rule (467, 762, 519, 763)
yes-ad (10, 268, 288, 344)
rule (428, 319, 558, 320)
wilson-trade: QUALIFIED DENTAL SURGEON (437, 116, 549, 124)
words-p6: Ample protection on things we can produce, and good wages—"CHAMPION MUSCLE-RAISER FLOUR" and "STANDARD" OATMEAL and ROLLED OATS. (13, 952, 147, 989)
ball-tailor: TAILOR, (206, 683, 234, 692)
news-item: "A Mother" writes to the Wairarapa Age, alleging that boys under sixteen years of age are being systematically supplied with cigarettes in Masterton, and she is "sure the Chairmen in the matter." She asks, "Is there no law to prohibit this kind of thing?" We reply, emphatically, "There is." (974, 578, 1102, 641)
rule (293, 820, 421, 821)
kuripuni-body: BEST Brands of GROCERIES of all kinds sold at lowest prices. Large assortment of CROCKERY and FANCY GLASSWARE at big reductions to clear. (293, 847, 421, 886)
words-title: WORDS OF WISDOM TO MY PEOPLE— (18, 534, 142, 554)
piano-tuning: TUNING, REPAIRS AND POLISHING BY AN EXPERT STAFF. (296, 405, 418, 421)
taxi-body: WANTED KNOWN— That Mr J. FERGUSON (late of Wellington) has on hire an up-to-date TAXI-CAR. MR FERGUSON is better known as Sargood, Son and Ewen's late Chauffeur. (13, 1048, 147, 1085)
news-item: The Dresden Piano Company, Ltd. Wellington. Local representative, H. Iness, Daniell's Buildings, Queen Street. (837, 1308, 967, 1340)
news-item: A wool shed owned by Mr Charles Gray, Gisborne, was burned to the ground on Saturday evening. The building was insured for £150 in the Royal, and the contents for £237 in the National. (837, 164, 967, 203)
news-item: The orchardists who took up an area of land at the south end of Masterton for the purpose of apple-growing have lost no time in getting to work. Ten acres have already been fenced, ploughed and planted, and the trees have a healthy-looking appearance. (974, 405, 1102, 460)
